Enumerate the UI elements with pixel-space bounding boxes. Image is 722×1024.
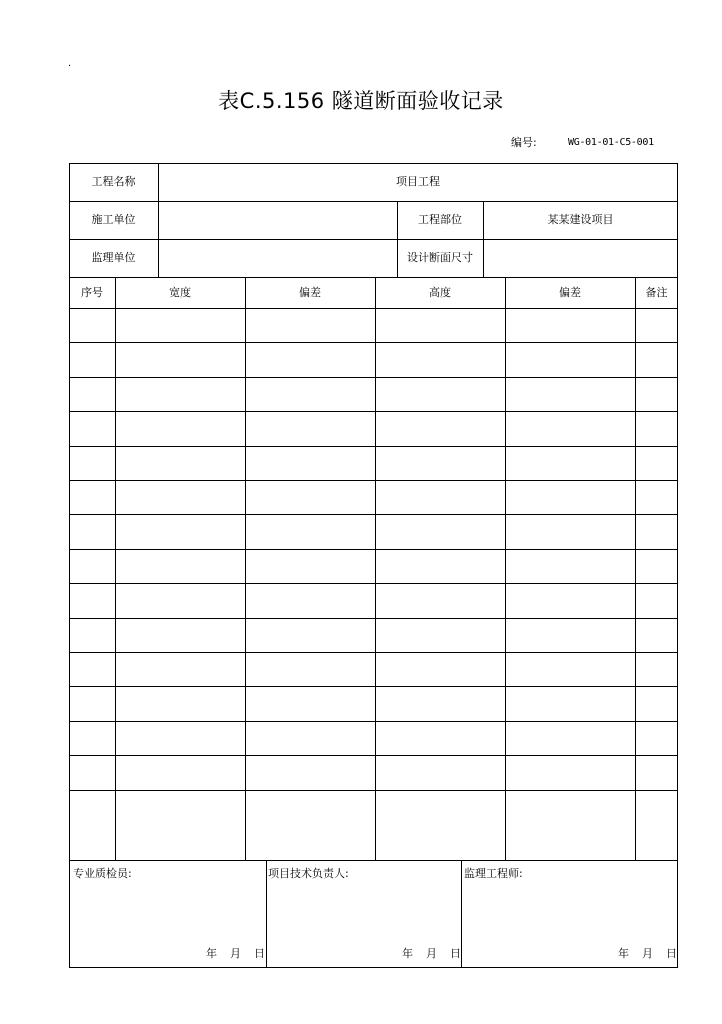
table-cell[interactable] <box>245 342 375 376</box>
table-cell[interactable] <box>505 342 635 376</box>
day-label: 日 <box>450 947 461 960</box>
table-cell[interactable] <box>69 652 115 686</box>
table-cell[interactable] <box>505 721 635 755</box>
table-cell[interactable] <box>635 583 678 617</box>
day-label: 日 <box>666 947 677 960</box>
table-cell[interactable] <box>115 618 245 652</box>
table-row-line <box>69 790 678 791</box>
table-cell[interactable] <box>245 755 375 789</box>
table-cell[interactable] <box>635 549 678 583</box>
table-cell[interactable] <box>375 377 505 411</box>
table-cell[interactable] <box>375 308 505 342</box>
table-cell[interactable] <box>245 480 375 514</box>
table-cell[interactable] <box>69 446 115 480</box>
table-row-line <box>69 721 678 722</box>
table-row-line <box>69 377 678 378</box>
page-mark: · <box>68 61 72 72</box>
table-cell[interactable] <box>245 583 375 617</box>
table-cell[interactable] <box>69 755 115 789</box>
table-cell[interactable] <box>505 652 635 686</box>
table-cell[interactable] <box>375 549 505 583</box>
table-cell[interactable] <box>69 411 115 445</box>
table-cell[interactable] <box>635 377 678 411</box>
table-cell[interactable] <box>115 446 245 480</box>
month-label: 月 <box>230 947 241 960</box>
table-row-line <box>69 755 678 756</box>
year-label: 年 <box>402 947 413 960</box>
table-cell[interactable] <box>69 686 115 720</box>
table-cell[interactable] <box>245 721 375 755</box>
table-cell[interactable] <box>69 549 115 583</box>
table-cell[interactable] <box>635 446 678 480</box>
table-row-line <box>69 618 678 619</box>
month-label: 月 <box>642 947 653 960</box>
table-cell[interactable] <box>505 618 635 652</box>
table-cell[interactable] <box>635 342 678 376</box>
table-column-line <box>115 277 116 860</box>
table-cell[interactable] <box>115 790 245 824</box>
column-header: 序号 <box>81 285 103 299</box>
signature-divider <box>461 860 462 968</box>
table-row-line <box>69 652 678 653</box>
table-cell[interactable] <box>635 480 678 514</box>
table-cell[interactable] <box>69 583 115 617</box>
supervision-unit-label: 监理单位 <box>91 251 136 264</box>
table-cell[interactable] <box>245 377 375 411</box>
column-header: 备注 <box>645 285 668 299</box>
table-cell[interactable] <box>505 686 635 720</box>
supervisor-label: 监理工程师: <box>464 867 523 880</box>
table-cell[interactable] <box>245 308 375 342</box>
table-cell[interactable] <box>375 583 505 617</box>
table-row-line <box>69 583 678 584</box>
table-cell[interactable] <box>505 308 635 342</box>
table-cell[interactable] <box>375 618 505 652</box>
design-section-label: 设计断面尺寸 <box>407 251 473 264</box>
table-row-line <box>69 860 678 861</box>
signature-divider <box>266 860 267 968</box>
table-cell[interactable] <box>635 721 678 755</box>
table-column-line <box>505 277 506 860</box>
table-cell[interactable] <box>375 342 505 376</box>
table-row-line <box>69 308 678 309</box>
table-cell[interactable] <box>115 514 245 548</box>
table-cell[interactable] <box>635 790 678 824</box>
table-cell[interactable] <box>245 446 375 480</box>
page-title: 表C.5.156 隧道断面验收记录 <box>218 89 504 113</box>
table-cell[interactable] <box>635 308 678 342</box>
table-cell[interactable] <box>245 686 375 720</box>
construction-unit-value[interactable] <box>158 201 397 239</box>
table-cell[interactable] <box>635 618 678 652</box>
table-cell[interactable] <box>375 755 505 789</box>
table-cell[interactable] <box>375 514 505 548</box>
table-row-line <box>69 549 678 550</box>
table-cell[interactable] <box>505 411 635 445</box>
table-cell[interactable] <box>505 480 635 514</box>
table-cell[interactable] <box>505 755 635 789</box>
table-column-line <box>635 277 636 860</box>
column-header: 偏差 <box>559 285 581 299</box>
table-cell[interactable] <box>635 755 678 789</box>
tech-lead-label: 项目技术负责人: <box>268 867 349 880</box>
table-cell[interactable] <box>375 480 505 514</box>
column-header: 高度 <box>429 285 451 299</box>
table-cell[interactable] <box>245 618 375 652</box>
table-row-line <box>69 446 678 447</box>
table-cell[interactable] <box>115 377 245 411</box>
table-cell[interactable] <box>635 514 678 548</box>
table-column-line <box>375 277 376 860</box>
table-cell[interactable] <box>115 652 245 686</box>
table-cell[interactable] <box>505 549 635 583</box>
table-cell[interactable] <box>505 583 635 617</box>
table-cell[interactable] <box>375 652 505 686</box>
table-cell[interactable] <box>69 377 115 411</box>
table-cell[interactable] <box>375 790 505 824</box>
table-cell[interactable] <box>245 514 375 548</box>
table-cell[interactable] <box>635 411 678 445</box>
table-cell[interactable] <box>505 514 635 548</box>
table-cell[interactable] <box>115 308 245 342</box>
year-label: 年 <box>618 947 629 960</box>
table-cell[interactable] <box>69 480 115 514</box>
table-cell[interactable] <box>115 686 245 720</box>
table-cell[interactable] <box>375 411 505 445</box>
table-cell[interactable] <box>635 686 678 720</box>
table-column-line <box>245 277 246 860</box>
table-row-line <box>69 342 678 343</box>
design-section-value[interactable] <box>483 239 678 277</box>
project-name-label: 工程名称 <box>91 175 136 188</box>
table-cell[interactable] <box>245 411 375 445</box>
table-cell[interactable] <box>375 686 505 720</box>
table-cell[interactable] <box>115 721 245 755</box>
table-cell[interactable] <box>69 790 115 824</box>
table-cell[interactable] <box>69 721 115 755</box>
table-cell[interactable] <box>505 446 635 480</box>
day-label: 日 <box>254 947 265 960</box>
engineering-part-value[interactable]: 某某建设项目 <box>547 213 614 226</box>
construction-unit-label: 施工单位 <box>91 213 136 226</box>
table-row-line <box>69 411 678 412</box>
table-cell[interactable] <box>69 618 115 652</box>
table-cell[interactable] <box>69 308 115 342</box>
column-header: 宽度 <box>169 285 191 299</box>
table-row-line <box>69 686 678 687</box>
column-header: 偏差 <box>299 285 321 299</box>
table-cell[interactable] <box>115 411 245 445</box>
table-cell[interactable] <box>115 549 245 583</box>
table-cell[interactable] <box>245 790 375 824</box>
project-name-value[interactable]: 项目工程 <box>396 175 440 188</box>
table-cell[interactable] <box>115 480 245 514</box>
month-label: 月 <box>426 947 437 960</box>
table-cell[interactable] <box>375 446 505 480</box>
table-cell[interactable] <box>115 583 245 617</box>
table-row-line <box>69 514 678 515</box>
table-cell[interactable] <box>505 377 635 411</box>
year-label: 年 <box>206 947 217 960</box>
table-cell[interactable] <box>115 755 245 789</box>
table-cell[interactable] <box>505 790 635 824</box>
supervision-unit-value[interactable] <box>158 239 397 277</box>
table-cell[interactable] <box>115 342 245 376</box>
table-row-line <box>69 480 678 481</box>
table-cell[interactable] <box>375 721 505 755</box>
table-cell[interactable] <box>69 514 115 548</box>
table-cell[interactable] <box>245 652 375 686</box>
form-code-value: WG-01-01-C5-001 <box>568 137 654 148</box>
table-cell[interactable] <box>245 549 375 583</box>
table-cell[interactable] <box>69 342 115 376</box>
engineering-part-label: 工程部位 <box>418 213 462 226</box>
form-code-label: 编号: <box>511 136 537 149</box>
table-cell[interactable] <box>635 652 678 686</box>
inspector-label: 专业质检员: <box>73 867 132 880</box>
